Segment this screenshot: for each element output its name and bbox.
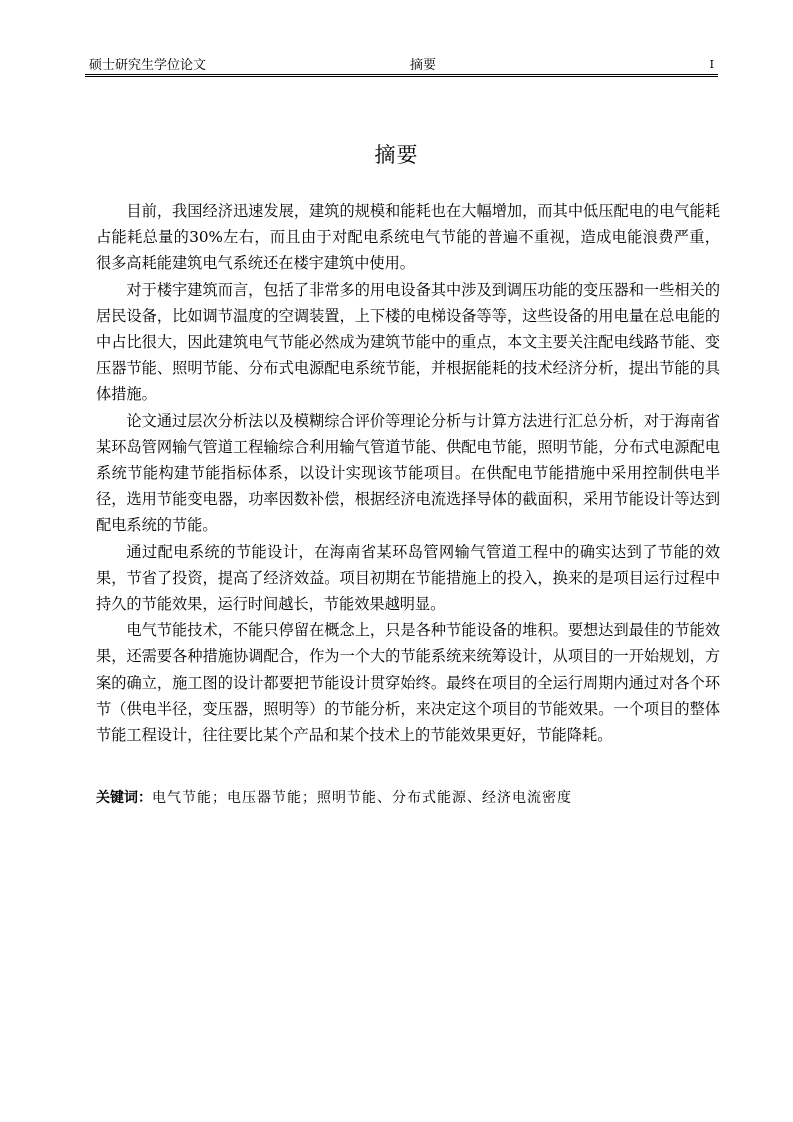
keywords-text: 电气节能；电压器节能；照明节能、分布式能源、经济电流密度	[152, 790, 572, 806]
header-section-name: 摘要	[410, 58, 437, 73]
header-rule	[85, 76, 718, 77]
abstract-paragraph-1: 目前，我国经济迅速发展，建筑的规模和能耗也在大幅增加，而其中低压配电的电气能耗占能耗总量的30%左右，而且由于对配电系统电气节能的普遍不重视，造成电能浪费严重，很多高耗能建筑电气系统还在楼宇建筑中使用。	[96, 202, 720, 273]
abstract-paragraph-5: 电气节能技术，不能只停留在概念上，只是各种节能设备的堆积。要想达到最佳的节能效果，还需要各种措施协调配合，作为一个大的节能系统来统筹设计，从项目的一开始规划，方案的确立，施工图的设计都要把节能设计贯穿始终。最终在项目的全运行周期内通过对各个环节（供电半径，变压器，照明等）的节能分析，来决定这个项目的节能效果。一个项目的整体节能工程设计，往往要比某个产品和某个技术上的节能效果更好，节能降耗。	[96, 621, 720, 745]
abstract-paragraph-4: 通过配电系统的节能设计，在海南省某环岛管网输气管道工程中的确实达到了节能的效果，节省了投资，提高了经济效益。项目初期在节能措施上的投入，换来的是项目运行过程中持久的节能效果，运行时间越长，节能效果越明显。	[96, 542, 720, 614]
keywords	[96, 785, 720, 811]
header-thesis-type: 硕士研究生学位论文	[89, 58, 207, 73]
header-page-number: I	[709, 58, 714, 71]
abstract-paragraph-3: 论文通过层次分析法以及模糊综合评价等理论分析与计算方法进行汇总分析，对于海南省某环岛管网输气管道工程输综合利用输气管道节能、供配电节能，照明节能，分布式电源配电系统节能构建节能指标体系，以设计实现该节能项目。在供配电节能措施中采用控制供电半径，选用节能变电器，功率因数补偿，根据经济电流选择导体的截面积，采用节能设计等达到配电系统的节能。	[96, 411, 720, 535]
page-title: 摘要	[374, 143, 419, 167]
abstract-body	[96, 198, 720, 748]
keywords-label: 关键词：	[96, 790, 152, 806]
running-header	[85, 50, 718, 75]
abstract-paragraph-2: 对于楼宇建筑而言，包括了非常多的用电设备其中涉及到调压功能的变压器和一些相关的居民设备，比如调节温度的空调装置，上下楼的电梯设备等等，这些设备的用电量在总电能的中占比很大，因此建筑电气节能必然成为建筑节能中的重点，本文主要关注配电线路节能、变压器节能、照明节能、分布式电源配电系统节能，并根据能耗的技术经济分析，提出节能的具体措施。	[96, 280, 720, 404]
